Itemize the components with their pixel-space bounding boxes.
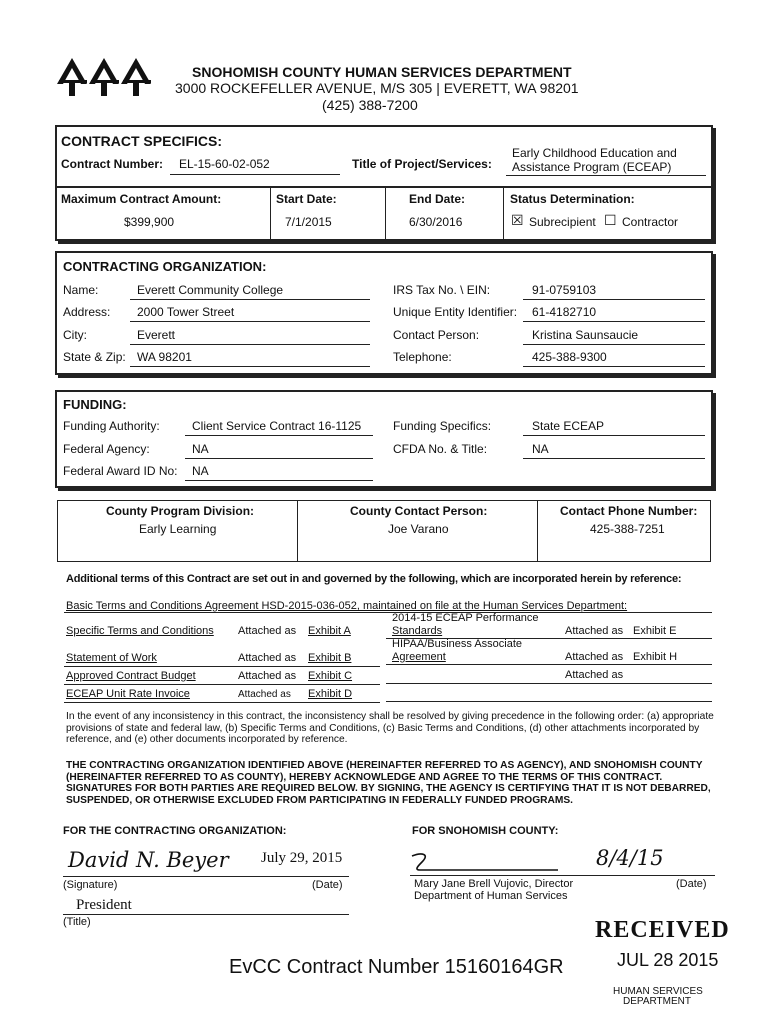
- org-name: Everett Community College: [137, 283, 284, 297]
- org-signature: David N. Beyer: [68, 848, 229, 872]
- terms-row-e-line1: 2014-15 ECEAP Performance: [392, 612, 539, 624]
- county-contact: Joe Varano: [388, 522, 449, 536]
- funding-specifics: State ECEAP: [532, 419, 605, 433]
- terms-row-b: Statement of Work: [66, 652, 157, 664]
- basic-terms: Basic Terms and Conditions Agreement HSD-2015-036-052, maintained on file at the Human Services Department:: [66, 600, 628, 612]
- logo-icon: [55, 50, 155, 98]
- org-signature-date: July 29, 2015: [261, 850, 343, 866]
- attached-e: Attached as: [565, 625, 624, 637]
- end-date-label: End Date:: [409, 192, 466, 206]
- subrecipient-checkbox[interactable]: ☒: [511, 212, 524, 228]
- org-city-label: City:: [63, 328, 87, 342]
- terms-row-c: Approved Contract Budget: [66, 670, 196, 682]
- county-signature-date: 8/4/15: [596, 846, 664, 870]
- terms-row-a: Specific Terms and Conditions: [66, 625, 214, 637]
- attached-blank: Attached as: [565, 669, 624, 681]
- county-division: Early Learning: [139, 522, 217, 536]
- status-label: Status Determination:: [510, 192, 635, 206]
- title-line1: Early Childhood Education and: [512, 146, 677, 160]
- org-address-label: Address:: [63, 305, 111, 319]
- contracting-org-heading: CONTRACTING ORGANIZATION:: [63, 259, 267, 274]
- org-address: 2000 Tower Street: [137, 305, 235, 319]
- precedence-text: In the event of any inconsistency in this contract, the inconsistency shall be resolved by giving precedence in the following order: (a) appropriate provisions of state and federal law, (b) Specific Terms and Conditions, (c) Basic Terms and Conditions, (d) other attachments incorporated by reference, and (e) other documents incorporated by reference.: [66, 711, 714, 745]
- attached-a: Attached as: [238, 625, 297, 637]
- terms-row-h-line1: HIPAA/Business Associate: [392, 638, 523, 650]
- attached-c: Attached as: [238, 670, 297, 682]
- cfda: NA: [532, 442, 549, 456]
- acknowledge-text: THE CONTRACTING ORGANIZATION IDENTIFIED ABOVE (HEREINAFTER REFERRED TO AS AGENCY), AND SNOHOMISH COUNTY (HEREINAFTER REFERRED TO AS COUNTY), HEREBY ACKNOWLEDGE AND AGREE TO THE TERMS OF THIS CONTRACT. SIGNATURES FOR BOTH PARTIES ARE REQUIRED BELOW. BY SIGNING, THE AGENCY IS CERTIFYING THAT IT IS NOT DEBARRED, SUSPENDED, OR OTHERWISE EXCLUDED FROM PARTICIPATING IN FEDERALLY FUNDED PROGRAMS.: [66, 760, 711, 806]
- ein: 91-0759103: [532, 283, 597, 297]
- county-contact-label: County Contact Person:: [350, 504, 488, 518]
- award-id-label: Federal Award ID No:: [63, 464, 178, 478]
- county-logo: [55, 50, 155, 103]
- end-date: 6/30/2016: [409, 215, 463, 229]
- start-date-label: Start Date:: [276, 192, 337, 206]
- exhibit-h: Exhibit H: [633, 651, 678, 663]
- org-date-label: (Date): [312, 879, 343, 891]
- terms-row-e-line2: Standards: [392, 625, 443, 637]
- terms-row-d: ECEAP Unit Rate Invoice: [66, 688, 190, 700]
- county-phone: 425-388-7251: [590, 522, 665, 536]
- county-signature-mark: [408, 850, 568, 876]
- contractor-checkbox[interactable]: ☐: [604, 212, 617, 228]
- department-phone: (425) 388-7200: [322, 97, 418, 113]
- award-id: NA: [192, 464, 209, 478]
- county-signature-heading: FOR SNOHOMISH COUNTY:: [412, 825, 559, 837]
- exhibit-c: Exhibit C: [308, 670, 353, 682]
- contract-number-label: Contract Number:: [61, 157, 164, 171]
- org-signature-heading: FOR THE CONTRACTING ORGANIZATION:: [63, 825, 287, 837]
- county-division-label: County Program Division:: [106, 504, 255, 518]
- title-label: Title of Project/Services:: [352, 157, 492, 171]
- org-title-label: (Title): [63, 916, 91, 928]
- exhibit-b: Exhibit B: [308, 652, 352, 664]
- received-stamp: RECEIVED: [595, 917, 730, 943]
- federal-agency: NA: [192, 442, 209, 456]
- funding-authority-label: Funding Authority:: [63, 419, 160, 433]
- county-signature: [408, 850, 568, 881]
- org-title: President: [76, 897, 132, 913]
- max-amount-label: Maximum Contract Amount:: [61, 192, 222, 206]
- attached-h: Attached as: [565, 651, 624, 663]
- cfda-label: CFDA No. & Title:: [393, 442, 488, 456]
- attached-d: Attached as: [238, 689, 291, 700]
- department-address: 3000 ROCKEFELLER AVENUE, M/S 305 | EVERETT, WA 98201: [175, 80, 579, 96]
- telephone-label: Telephone:: [393, 350, 452, 364]
- county-signer: Mary Jane Brell Vujovic, Director: [414, 878, 574, 890]
- uei-label: Unique Entity Identifier:: [393, 305, 518, 319]
- received-stamp-date: JUL 28 2015: [617, 950, 719, 970]
- org-name-label: Name:: [63, 283, 99, 297]
- title-line2: Assistance Program (ECEAP): [512, 160, 672, 174]
- terms-row-h-line2: Agreement: [392, 651, 446, 663]
- county-date-label: (Date): [676, 878, 707, 890]
- contract-number: EL-15-60-02-052: [179, 157, 270, 171]
- max-amount: $399,900: [124, 215, 175, 229]
- stamp-dept-line2: DEPARTMENT: [623, 996, 691, 1007]
- start-date: 7/1/2015: [285, 215, 332, 229]
- ein-label: IRS Tax No. \ EIN:: [393, 283, 491, 297]
- terms-intro: Additional terms of this Contract are set out in and governed by the following, which are incorporated herein by reference:: [66, 573, 682, 585]
- exhibit-a: Exhibit A: [308, 625, 351, 637]
- org-state-label: State & Zip:: [63, 350, 126, 364]
- uei: 61-4182710: [532, 305, 597, 319]
- county-signer-dept: Department of Human Services: [414, 890, 568, 902]
- org-city: Everett: [137, 328, 176, 342]
- funding-specifics-label: Funding Specifics:: [393, 419, 492, 433]
- stamp-dept-line1: HUMAN SERVICES: [613, 986, 703, 997]
- contractor-label: Contractor: [622, 215, 679, 229]
- exhibit-e: Exhibit E: [633, 625, 677, 637]
- funding-heading: FUNDING:: [63, 397, 127, 412]
- contact-person: Kristina Saunsaucie: [532, 328, 639, 342]
- org-signature-label: (Signature): [63, 879, 118, 891]
- federal-agency-label: Federal Agency:: [63, 442, 150, 456]
- evcc-contract-number: EvCC Contract Number 15160164GR: [229, 956, 564, 978]
- subrecipient-label: Subrecipient: [529, 215, 596, 229]
- contact-label: Contact Person:: [393, 328, 480, 342]
- department-name: SNOHOMISH COUNTY HUMAN SERVICES DEPARTMENT: [192, 64, 572, 80]
- org-state-zip: WA 98201: [137, 350, 192, 364]
- attached-b: Attached as: [238, 652, 297, 664]
- funding-authority: Client Service Contract 16-1125: [192, 419, 362, 433]
- contract-specifics-heading: CONTRACT SPECIFICS:: [61, 133, 222, 149]
- telephone: 425-388-9300: [532, 350, 607, 364]
- county-phone-label: Contact Phone Number:: [560, 504, 698, 518]
- exhibit-d: Exhibit D: [308, 688, 353, 700]
